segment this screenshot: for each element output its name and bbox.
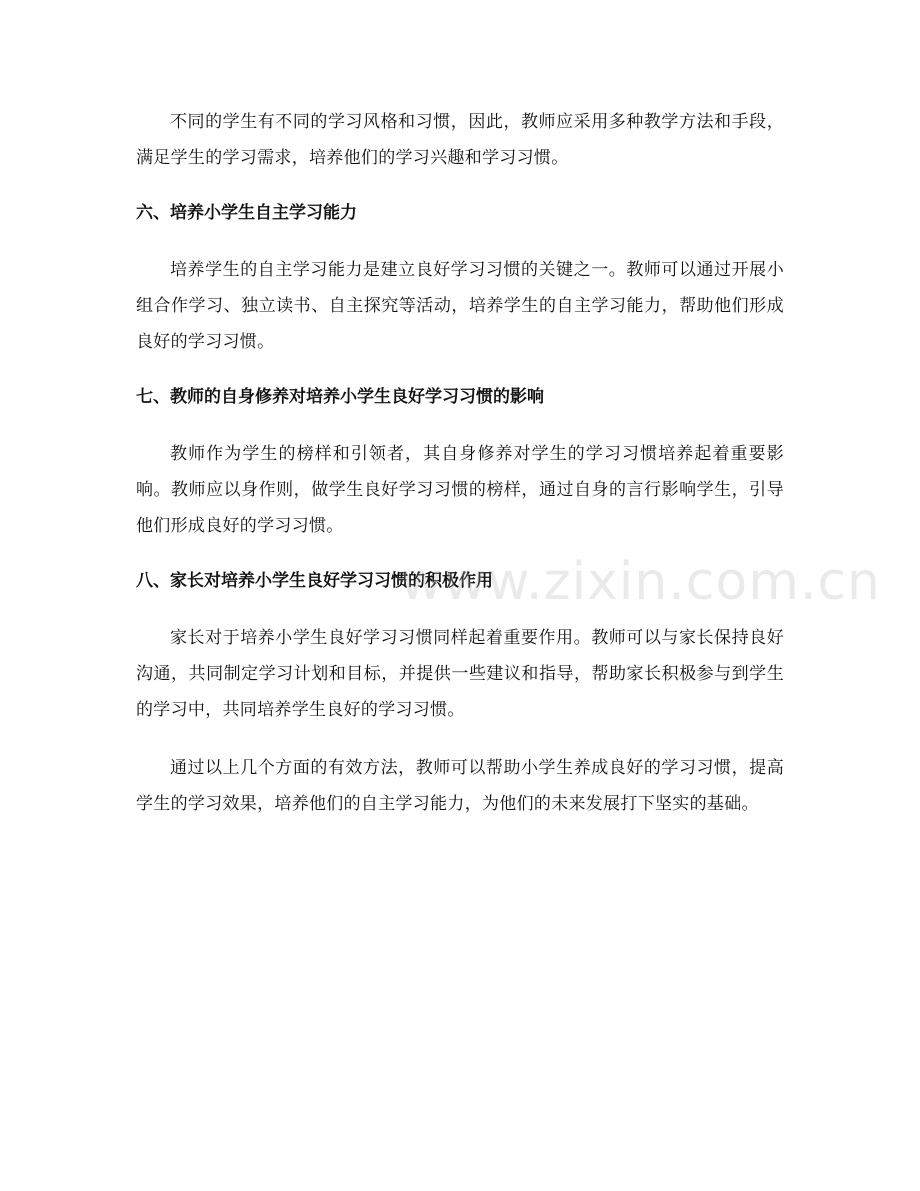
watermark: www.zixin.com.cn (400, 552, 881, 612)
document-body (136, 104, 784, 844)
paragraph-teaching-methods: 不同的学生有不同的学习风格和习惯，因此，教师应采用多种教学方法和手段，满足学生的学习需求，培养他们的学习兴趣和学习习惯。 (136, 112, 784, 168)
paragraph-conclusion: 通过以上几个方面的有效方法，教师可以帮助小学生养成良好的学习习惯，提高学生的学习效果，培养他们的自主学习能力，为他们的未来发展打下坚实的基础。 (136, 758, 784, 814)
paragraph-self-learning: 培养学生的自主学习能力是建立良好学习习惯的关键之一。教师可以通过开展小组合作学习、独立读书、自主探究等活动，培养学生的自主学习能力，帮助他们形成良好的学习习惯。 (136, 260, 784, 352)
section-heading-6: 六、培养小学生自主学习能力 (136, 203, 357, 223)
section-heading-8: 八、家长对培养小学生良好学习习惯的积极作用 (136, 571, 493, 591)
paragraph-parents-role: 家长对于培养小学生良好学习习惯同样起着重要作用。教师可以与家长保持良好沟通，共同制定学习计划和目标，并提供一些建议和指导，帮助家长积极参与到学生的学习中，共同培养学生良好的学习习惯。 (136, 628, 784, 720)
paragraph-teacher-role-model: 教师作为学生的榜样和引领者，其自身修养对学生的学习习惯培养起着重要影响。教师应以身作则，做学生良好学习习惯的榜样，通过自身的言行影响学生，引导他们形成良好的学习习惯。 (136, 444, 784, 536)
section-heading-7: 七、教师的自身修养对培养小学生良好学习习惯的影响 (136, 387, 544, 407)
